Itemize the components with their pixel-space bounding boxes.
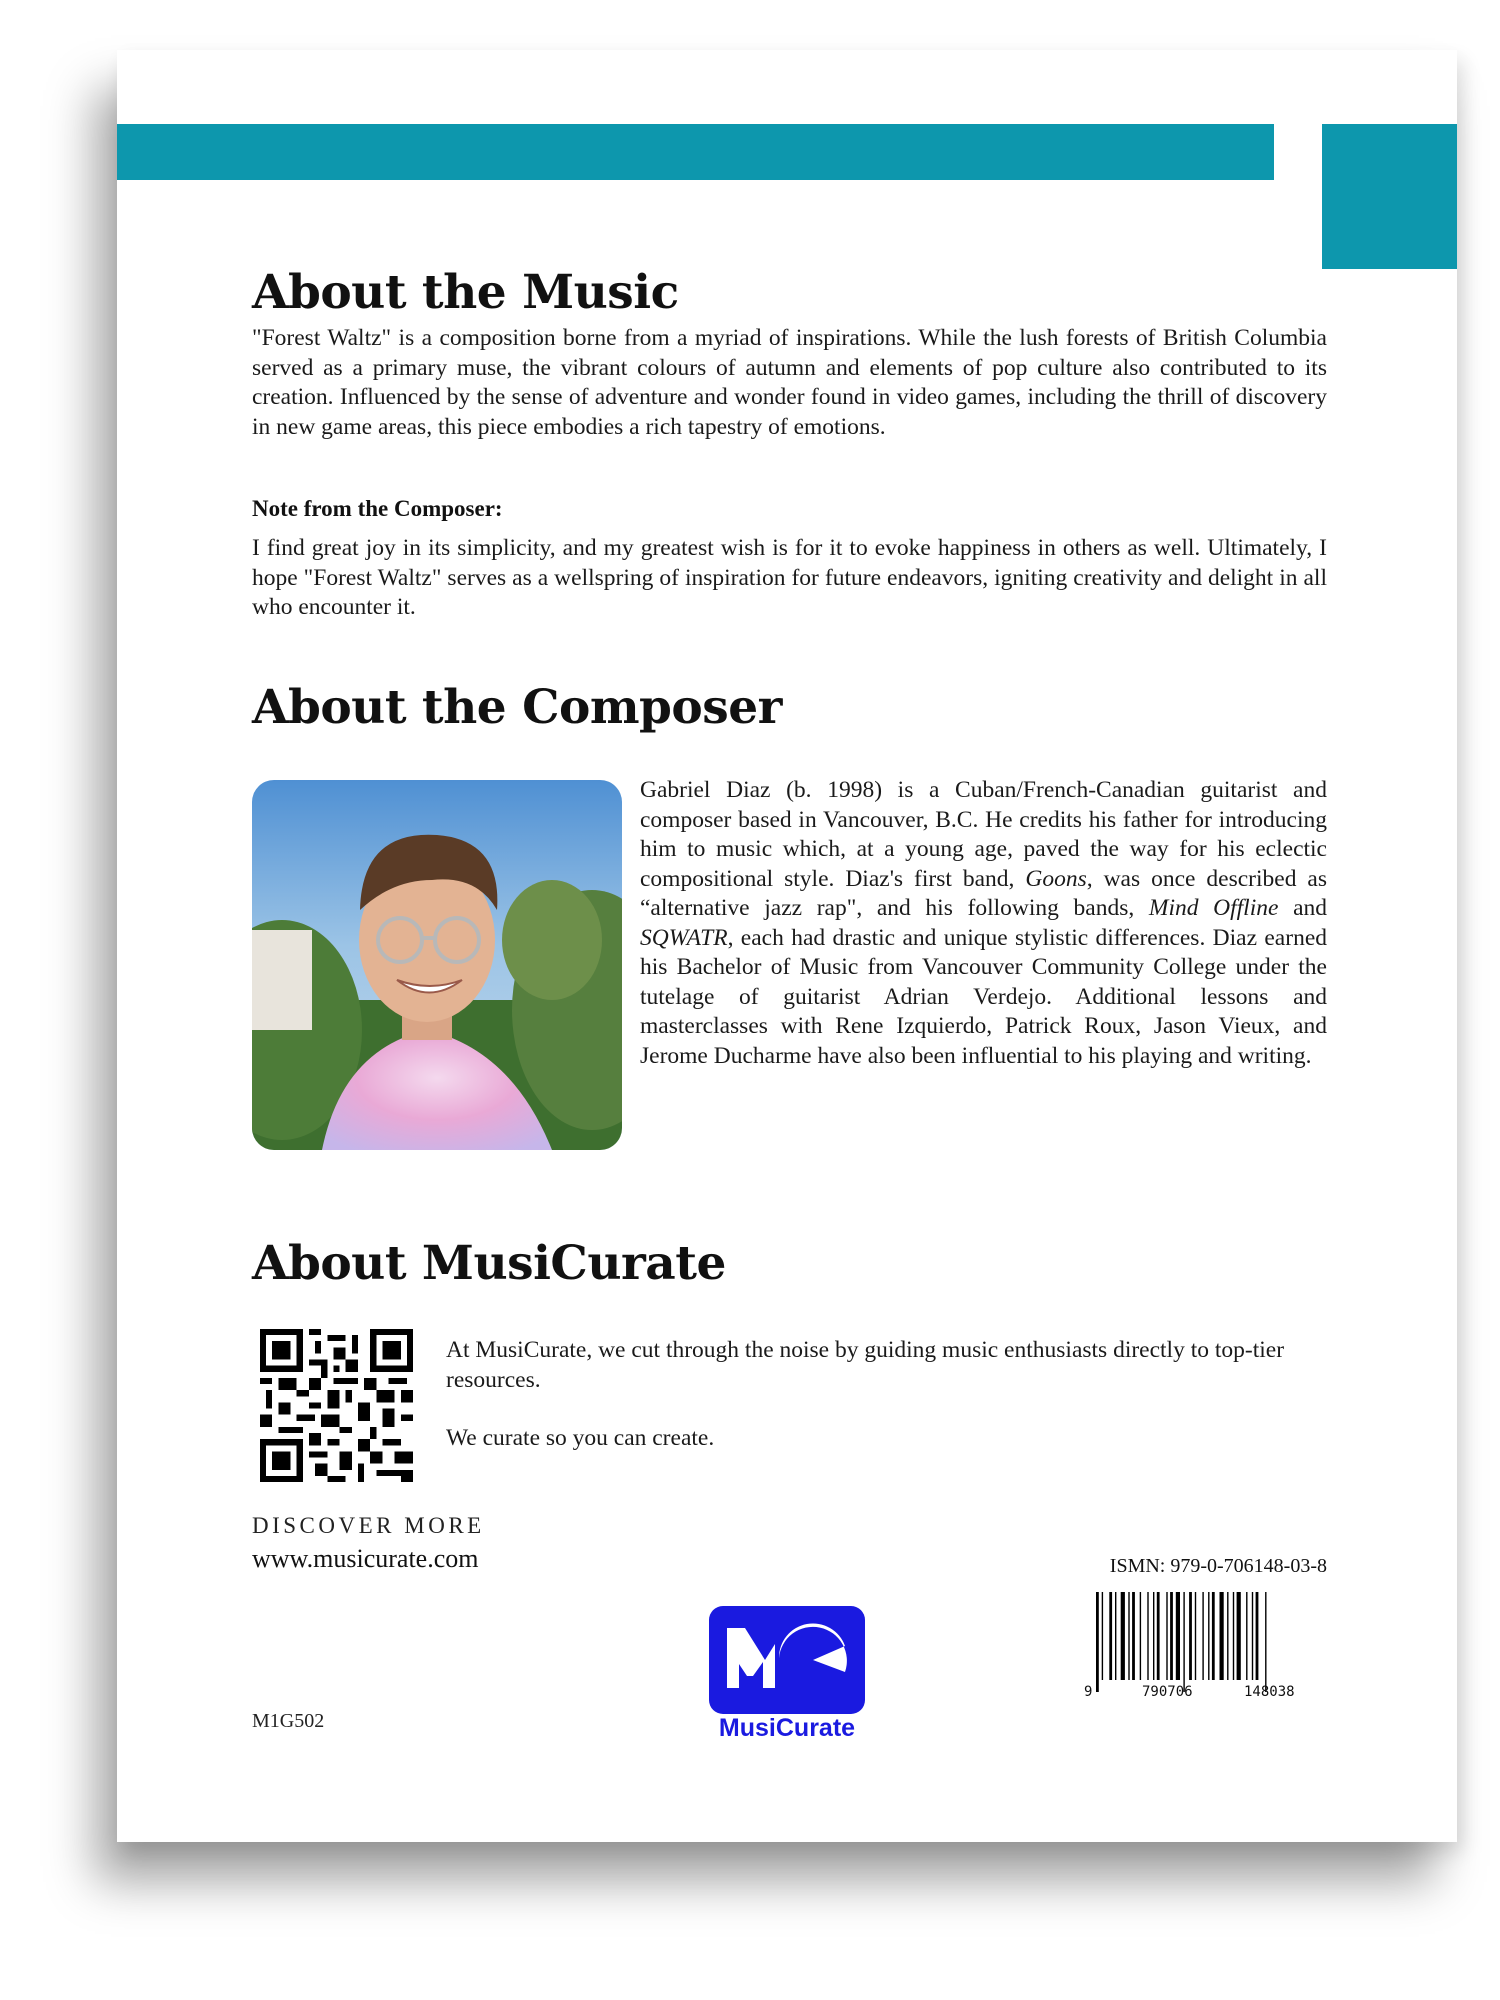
barcode-bar xyxy=(1220,1592,1224,1680)
website-link[interactable]: www.musicurate.com xyxy=(252,1544,479,1573)
accent-bar xyxy=(117,124,1274,180)
barcode-bar xyxy=(1121,1592,1125,1680)
band-name: Goons xyxy=(1025,865,1087,892)
qr-code[interactable] xyxy=(260,1329,413,1482)
composer-note-heading: Note from the Composer: xyxy=(252,496,503,521)
barcode xyxy=(1082,1592,1332,1698)
about-music-heading: About the Music xyxy=(252,265,679,320)
composer-note-paragraph: I find great joy in its simplicity, and my greatest wish is for it to evoke happiness in others as well. Ultimately, I hope "Forest Waltz" serves as a wellspring of inspiration for future endeavors, igniting creativity and delight in all who encounter it. xyxy=(252,535,1327,620)
barcode-bar xyxy=(1256,1592,1259,1680)
barcode-bar xyxy=(1183,1592,1184,1692)
barcode-bar xyxy=(1212,1592,1215,1680)
barcode-group-1: 790706 xyxy=(1142,1684,1193,1698)
barcode-bar xyxy=(1246,1592,1247,1680)
band-name: Mind Offline xyxy=(1148,895,1279,921)
barcode-bar xyxy=(1109,1592,1112,1680)
about-composer-heading: About the Composer xyxy=(252,680,782,735)
barcode-digit: 9 xyxy=(1084,1684,1093,1698)
band-name: SQWATR xyxy=(640,924,728,951)
ismn-number: ISMN: 979-0-706148-03-8 xyxy=(1109,1555,1327,1577)
musicurate-tagline: We curate so you can create. xyxy=(446,1425,715,1451)
catalog-code: M1G502 xyxy=(252,1710,325,1732)
barcode-bar xyxy=(1176,1592,1180,1680)
barcode-bar xyxy=(1252,1592,1253,1680)
barcode-bar xyxy=(1140,1592,1141,1680)
barcode-bar xyxy=(1102,1592,1103,1680)
accent-square xyxy=(1322,124,1457,269)
composer-photo xyxy=(252,780,622,1150)
barcode-bar xyxy=(1227,1592,1228,1680)
discover-more-label: DISCOVER MORE xyxy=(252,1513,485,1538)
barcode-bar xyxy=(1237,1592,1241,1680)
barcode-bar xyxy=(1170,1592,1173,1680)
barcode-bar xyxy=(1128,1592,1129,1680)
about-musicurate-heading: About MusiCurate xyxy=(252,1236,726,1291)
barcode-bar xyxy=(1157,1592,1160,1680)
musicurate-paragraph: At MusiCurate, we cut through the noise by guiding music enthusiasts directly to top-tier resources. xyxy=(446,1337,1285,1393)
composer-bio: Gabriel Diaz (b. 1998) is a Cuban/French-Canadian guitarist and composer based in Vancouver, B.C. He credits his father for introducing him to music which, at a young age, paved the way for his eclectic compositional style. Diaz's first band, Goons, was once described as “alternative jazz rap", and his following bands, Mind Offline and SQWATR, each had drastic and unique stylistic differences. Diaz earned his Bachelor of Music from Vancouver Community College under the tutelage of guitarist Adrian Verdejo. Additional lessons and masterclasses with Rene Izquierdo, Patrick Roux, Jason Vieux, and Jerome Ducharme have also been influential to his playing and writing. xyxy=(640,777,1328,1069)
barcode-bar xyxy=(1115,1592,1116,1680)
barcode-bar xyxy=(1233,1592,1234,1680)
barcode-bar xyxy=(1202,1592,1203,1680)
barcode-bar xyxy=(1208,1592,1209,1680)
barcode-bar xyxy=(1189,1592,1192,1680)
barcode-bar xyxy=(1132,1592,1135,1680)
barcode-group-2: 148038 xyxy=(1244,1684,1295,1698)
barcode-bar xyxy=(1265,1592,1266,1692)
musicurate-logo-icon xyxy=(709,1606,865,1714)
barcode-bar xyxy=(1096,1592,1099,1692)
about-music-paragraph: "Forest Waltz" is a composition borne from a myriad of inspirations. While the lush forests of British Columbia served as a primary muse, the vibrant colours of autumn and elements of pop culture also contributed to its creation. Influenced by the sense of adventure and wonder found in video games, including the thrill of discovery in new game areas, this piece embodies a rich tapestry of emotions. xyxy=(252,325,1327,440)
barcode-bar xyxy=(1147,1592,1148,1680)
barcode-bar xyxy=(1166,1592,1167,1680)
logo-wordmark: MusiCurate xyxy=(718,1714,856,1742)
barcode-bar xyxy=(1195,1592,1196,1680)
barcode-bar xyxy=(1153,1592,1154,1680)
back-cover-page xyxy=(117,50,1457,1842)
